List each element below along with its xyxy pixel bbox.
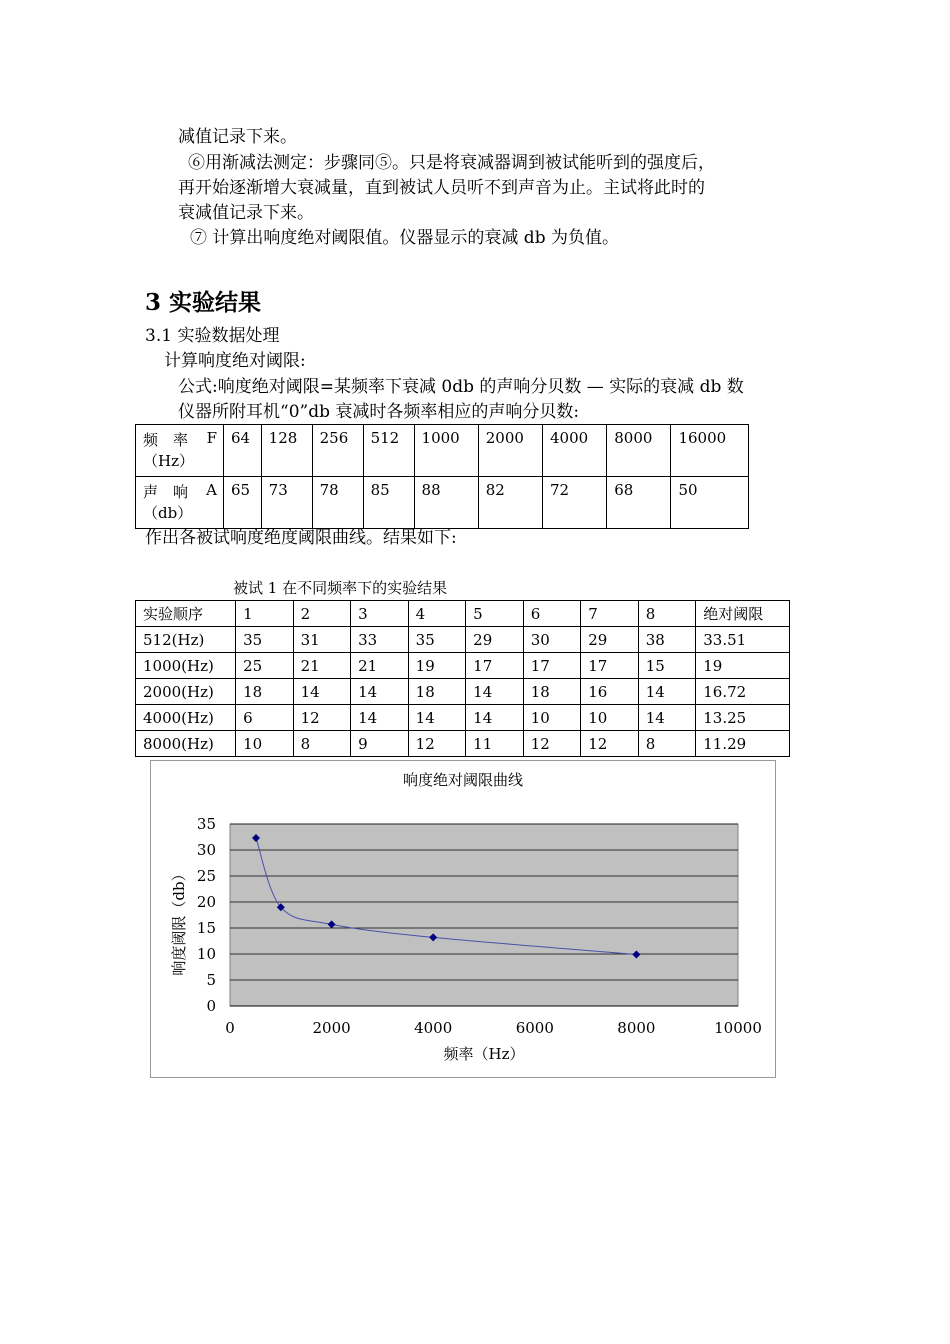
paragraph-line: ⑥用渐减法测定：步骤同⑤。只是将衰减器调到被试能听到的强度后，	[188, 153, 715, 173]
table-cell: 14	[293, 679, 351, 705]
table-cell: 128	[261, 425, 312, 477]
table-cell: 33.51	[696, 627, 790, 653]
table-row	[136, 627, 790, 653]
table-cell: 4000	[543, 425, 607, 477]
table-cell: 31	[293, 627, 351, 653]
y-tick-label: 35	[196, 815, 216, 833]
table-cell: 18	[408, 679, 466, 705]
table-cell: 19	[408, 653, 466, 679]
table-cell: 12	[581, 731, 639, 757]
table-cell: 10	[581, 705, 639, 731]
table-cell: 14	[638, 679, 696, 705]
table-row	[136, 731, 790, 757]
paragraph-line: 衰减值记录下来。	[178, 203, 314, 223]
table-cell: 78	[312, 477, 363, 529]
table-header-row	[136, 601, 790, 627]
plot-area	[230, 824, 738, 1006]
table-cell: 10	[523, 705, 581, 731]
table-cell: 25	[236, 653, 294, 679]
table-cell: 256	[312, 425, 363, 477]
table-cell: 9	[351, 731, 409, 757]
table-cell: 17	[523, 653, 581, 679]
table-cell: 64	[224, 425, 262, 477]
table-cell: 3	[351, 601, 409, 627]
table-cell: 33	[351, 627, 409, 653]
table-row	[136, 679, 790, 705]
subsection-heading: 3.1 实验数据处理	[145, 326, 280, 346]
table-cell: 18	[523, 679, 581, 705]
table-cell: 68	[607, 477, 671, 529]
table-cell: 15	[638, 653, 696, 679]
table-cell: 4	[408, 601, 466, 627]
table-cell: 85	[363, 477, 414, 529]
section-heading: 3 实验结果	[145, 289, 262, 316]
table-cell: 2000	[478, 425, 542, 477]
table-cell: 35	[236, 627, 294, 653]
table-cell: 12	[293, 705, 351, 731]
table-cell: 2	[293, 601, 351, 627]
table-cell: 65	[224, 477, 262, 529]
x-tick-label: 2000	[312, 1019, 351, 1037]
table-cell: 8	[293, 731, 351, 757]
table-cell: 16.72	[696, 679, 790, 705]
text-line: 作出各被试响度绝度阈限曲线。结果如下:	[145, 528, 457, 548]
table-cell: 频 率 F （Hz）	[136, 425, 224, 477]
x-tick-label: 6000	[515, 1019, 554, 1037]
table-cell: 12	[408, 731, 466, 757]
table-cell: 8000	[607, 425, 671, 477]
table-cell: 6	[523, 601, 581, 627]
table-cell: 82	[478, 477, 542, 529]
table-cell: 88	[414, 477, 478, 529]
table-cell: 14	[638, 705, 696, 731]
table-cell: 512(Hz)	[136, 627, 236, 653]
x-axis-label: 频率（Hz）	[443, 1045, 525, 1063]
table-cell: 7	[581, 601, 639, 627]
table-cell: 2000(Hz)	[136, 679, 236, 705]
table-cell: 14	[351, 679, 409, 705]
text-line: 计算响度绝对阈限:	[164, 351, 306, 371]
table-cell: 4000(Hz)	[136, 705, 236, 731]
table-cell: 8000(Hz)	[136, 731, 236, 757]
table-cell: 5	[466, 601, 524, 627]
x-tick-label: 4000	[414, 1019, 453, 1037]
table-caption: 被试 1 在不同频率下的实验结果	[233, 579, 448, 597]
frequency-table	[135, 424, 749, 529]
y-axis-label: 响度阈限（db）	[170, 866, 188, 976]
table-cell: 38	[638, 627, 696, 653]
table-cell: 8	[638, 601, 696, 627]
table-cell: 29	[581, 627, 639, 653]
table-cell: 512	[363, 425, 414, 477]
table-cell: 实验顺序	[136, 601, 236, 627]
table-cell: 12	[523, 731, 581, 757]
table-row	[136, 653, 790, 679]
y-tick-label: 10	[196, 945, 216, 963]
y-tick-label: 15	[196, 919, 216, 937]
table-cell: 8	[638, 731, 696, 757]
table-cell: 10	[236, 731, 294, 757]
table-cell: 13.25	[696, 705, 790, 731]
table-cell: 19	[696, 653, 790, 679]
table-cell: 声 响 A （db）	[136, 477, 224, 529]
table-cell: 35	[408, 627, 466, 653]
paragraph-line: 再开始逐渐增大衰减量，直到被试人员听不到声音为止。主试将此时的	[178, 178, 705, 198]
formula-line: 公式:响度绝对阈限=某频率下衰减 0db 的声响分贝数 — 实际的衰减 db 数	[178, 377, 744, 397]
y-tick-label: 5	[206, 971, 216, 989]
table-cell: 11.29	[696, 731, 790, 757]
table-row	[136, 477, 749, 529]
x-tick-label: 8000	[617, 1019, 656, 1037]
table-cell: 73	[261, 477, 312, 529]
table-cell: 14	[466, 705, 524, 731]
table-row	[136, 705, 790, 731]
y-tick-label: 0	[206, 997, 216, 1015]
threshold-chart	[151, 761, 775, 1077]
chart-title: 响度绝对阈限曲线	[402, 771, 524, 789]
table-cell: 21	[351, 653, 409, 679]
table-cell: 1	[236, 601, 294, 627]
table-cell: 14	[466, 679, 524, 705]
table-cell: 1000(Hz)	[136, 653, 236, 679]
table-cell: 21	[293, 653, 351, 679]
chart-frame	[150, 760, 776, 1078]
paragraph-line: ⑦ 计算出响度绝对阈限值。仪器显示的衰减 db 为负值。	[190, 228, 619, 248]
table-row	[136, 425, 749, 477]
paragraph-line: 减值记录下来。	[178, 127, 297, 147]
y-tick-label: 20	[196, 893, 216, 911]
table-cell: 18	[236, 679, 294, 705]
table-cell: 29	[466, 627, 524, 653]
table-cell: 14	[351, 705, 409, 731]
y-tick-label: 25	[196, 867, 216, 885]
table-cell: 30	[523, 627, 581, 653]
x-tick-label: 10000	[714, 1019, 762, 1037]
table-cell: 16	[581, 679, 639, 705]
table-cell: 14	[408, 705, 466, 731]
y-tick-label: 30	[196, 841, 216, 859]
results-table	[135, 600, 790, 757]
table-cell: 17	[581, 653, 639, 679]
table-cell: 绝对阈限	[696, 601, 790, 627]
text-line: 仪器所附耳机“0”db 衰减时各频率相应的声响分贝数:	[178, 402, 580, 422]
table-cell: 50	[671, 477, 749, 529]
table-cell: 6	[236, 705, 294, 731]
table-cell: 17	[466, 653, 524, 679]
table-cell: 11	[466, 731, 524, 757]
table-cell: 16000	[671, 425, 749, 477]
x-tick-label: 0	[225, 1019, 235, 1037]
table-cell: 72	[543, 477, 607, 529]
table-cell: 1000	[414, 425, 478, 477]
